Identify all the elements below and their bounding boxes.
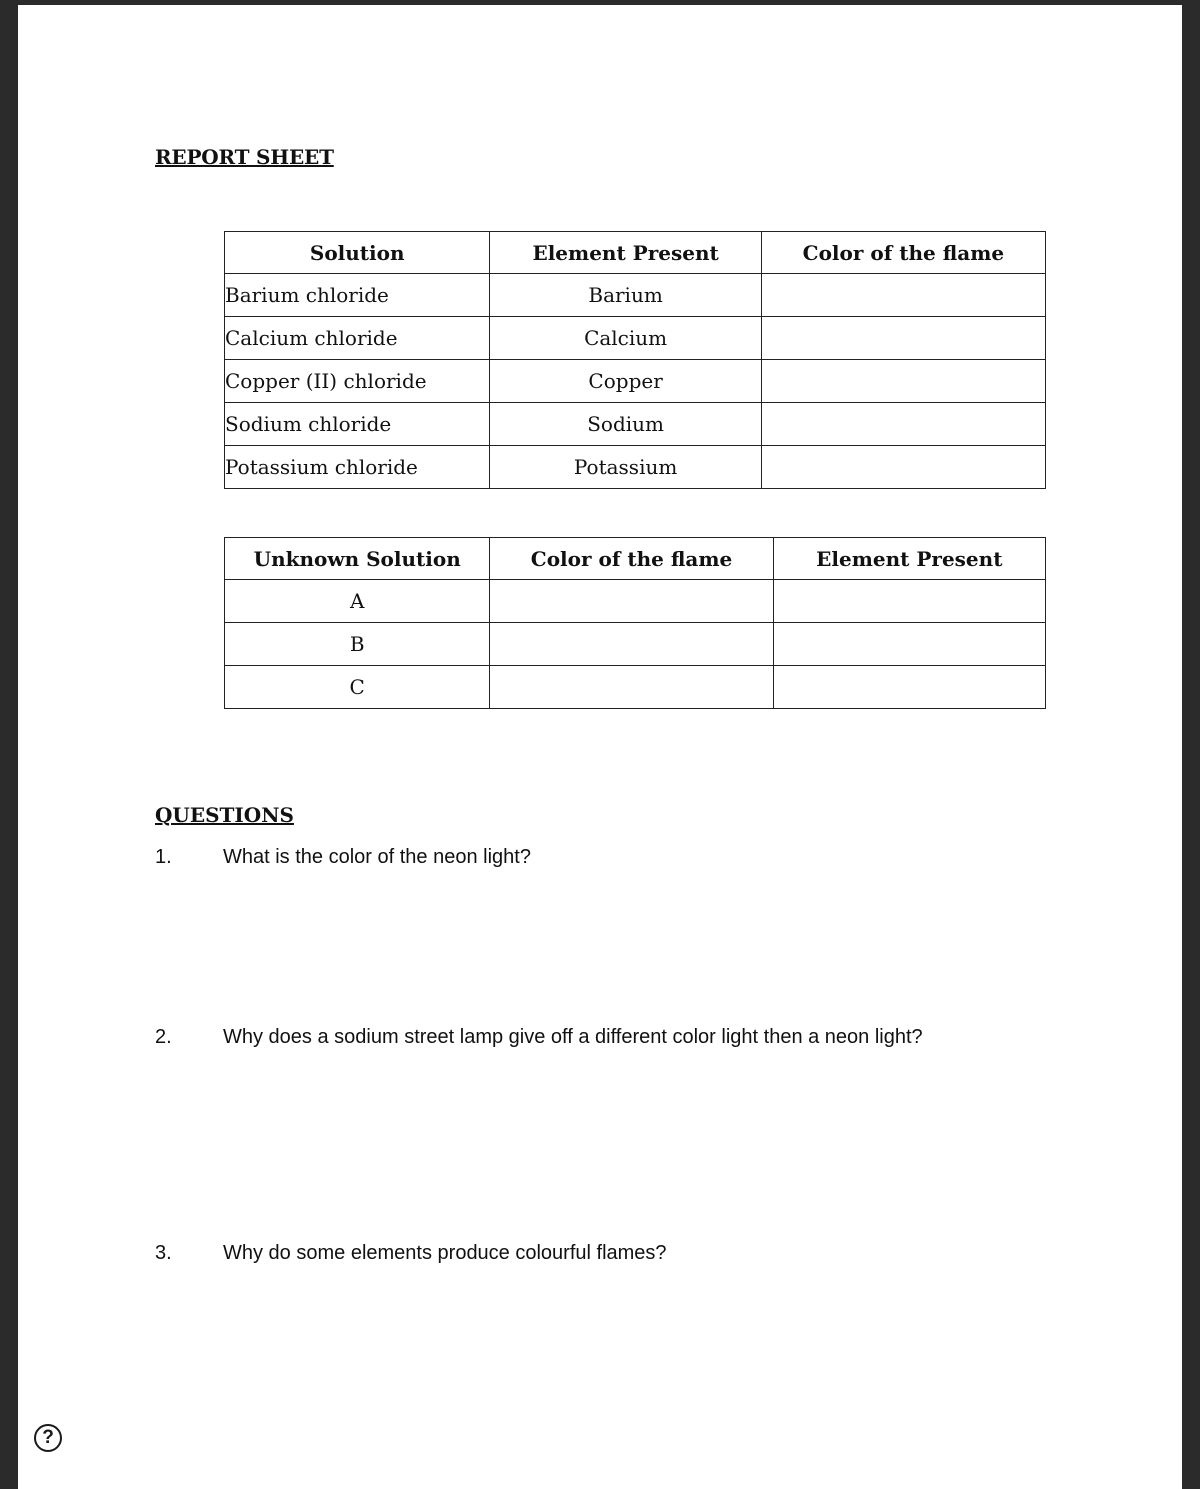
solution-cell: Potassium chloride xyxy=(225,446,490,489)
column-header-solution: Solution xyxy=(225,232,490,274)
column-header-unknown-solution: Unknown Solution xyxy=(225,538,490,580)
table-row xyxy=(225,403,1046,446)
flame-color-cell[interactable] xyxy=(761,360,1045,403)
column-header-flame-color: Color of the flame xyxy=(490,538,773,580)
question-text: Why does a sodium street lamp give off a different color light then a neon light? xyxy=(223,1026,923,1048)
element-cell: Sodium xyxy=(490,403,761,446)
table-header-row xyxy=(225,232,1046,274)
element-cell: Potassium xyxy=(490,446,761,489)
question-item xyxy=(155,1026,1155,1049)
table-row xyxy=(225,580,1046,623)
flame-color-cell[interactable] xyxy=(490,623,773,666)
question-number: 1. xyxy=(155,846,172,868)
unknown-label-cell: B xyxy=(225,623,490,666)
question-item xyxy=(155,1242,1155,1265)
questions-heading: QUESTIONS xyxy=(155,803,294,827)
flame-color-cell[interactable] xyxy=(761,317,1045,360)
element-cell: Barium xyxy=(490,274,761,317)
table-row xyxy=(225,446,1046,489)
unknown-label-cell: A xyxy=(225,580,490,623)
report-sheet-title: REPORT SHEET xyxy=(155,145,334,169)
flame-color-cell[interactable] xyxy=(490,580,773,623)
document-page xyxy=(18,5,1182,1489)
table-row xyxy=(225,317,1046,360)
flame-color-cell[interactable] xyxy=(761,446,1045,489)
table-row xyxy=(225,623,1046,666)
element-cell[interactable] xyxy=(773,623,1045,666)
unknown-label-cell: C xyxy=(225,666,490,709)
element-cell[interactable] xyxy=(773,580,1045,623)
solution-cell: Copper (II) chloride xyxy=(225,360,490,403)
solution-cell: Calcium chloride xyxy=(225,317,490,360)
help-circle-icon[interactable]: ? xyxy=(34,1424,62,1452)
table-header-row xyxy=(225,538,1046,580)
question-number: 3. xyxy=(155,1242,172,1264)
question-item xyxy=(155,846,1155,869)
question-text: What is the color of the neon light? xyxy=(223,846,531,868)
unknown-solutions-table xyxy=(224,537,1046,709)
column-header-flame-color: Color of the flame xyxy=(761,232,1045,274)
element-cell: Calcium xyxy=(490,317,761,360)
element-cell[interactable] xyxy=(773,666,1045,709)
flame-color-cell[interactable] xyxy=(490,666,773,709)
question-text: Why do some elements produce colourful flames? xyxy=(223,1242,667,1264)
table-row xyxy=(225,274,1046,317)
table-row xyxy=(225,666,1046,709)
solution-cell: Sodium chloride xyxy=(225,403,490,446)
column-header-element-present: Element Present xyxy=(490,232,761,274)
flame-color-cell[interactable] xyxy=(761,274,1045,317)
flame-color-cell[interactable] xyxy=(761,403,1045,446)
solution-cell: Barium chloride xyxy=(225,274,490,317)
element-cell: Copper xyxy=(490,360,761,403)
question-number: 2. xyxy=(155,1026,172,1048)
column-header-element-present: Element Present xyxy=(773,538,1045,580)
known-solutions-table xyxy=(224,231,1046,489)
table-row xyxy=(225,360,1046,403)
